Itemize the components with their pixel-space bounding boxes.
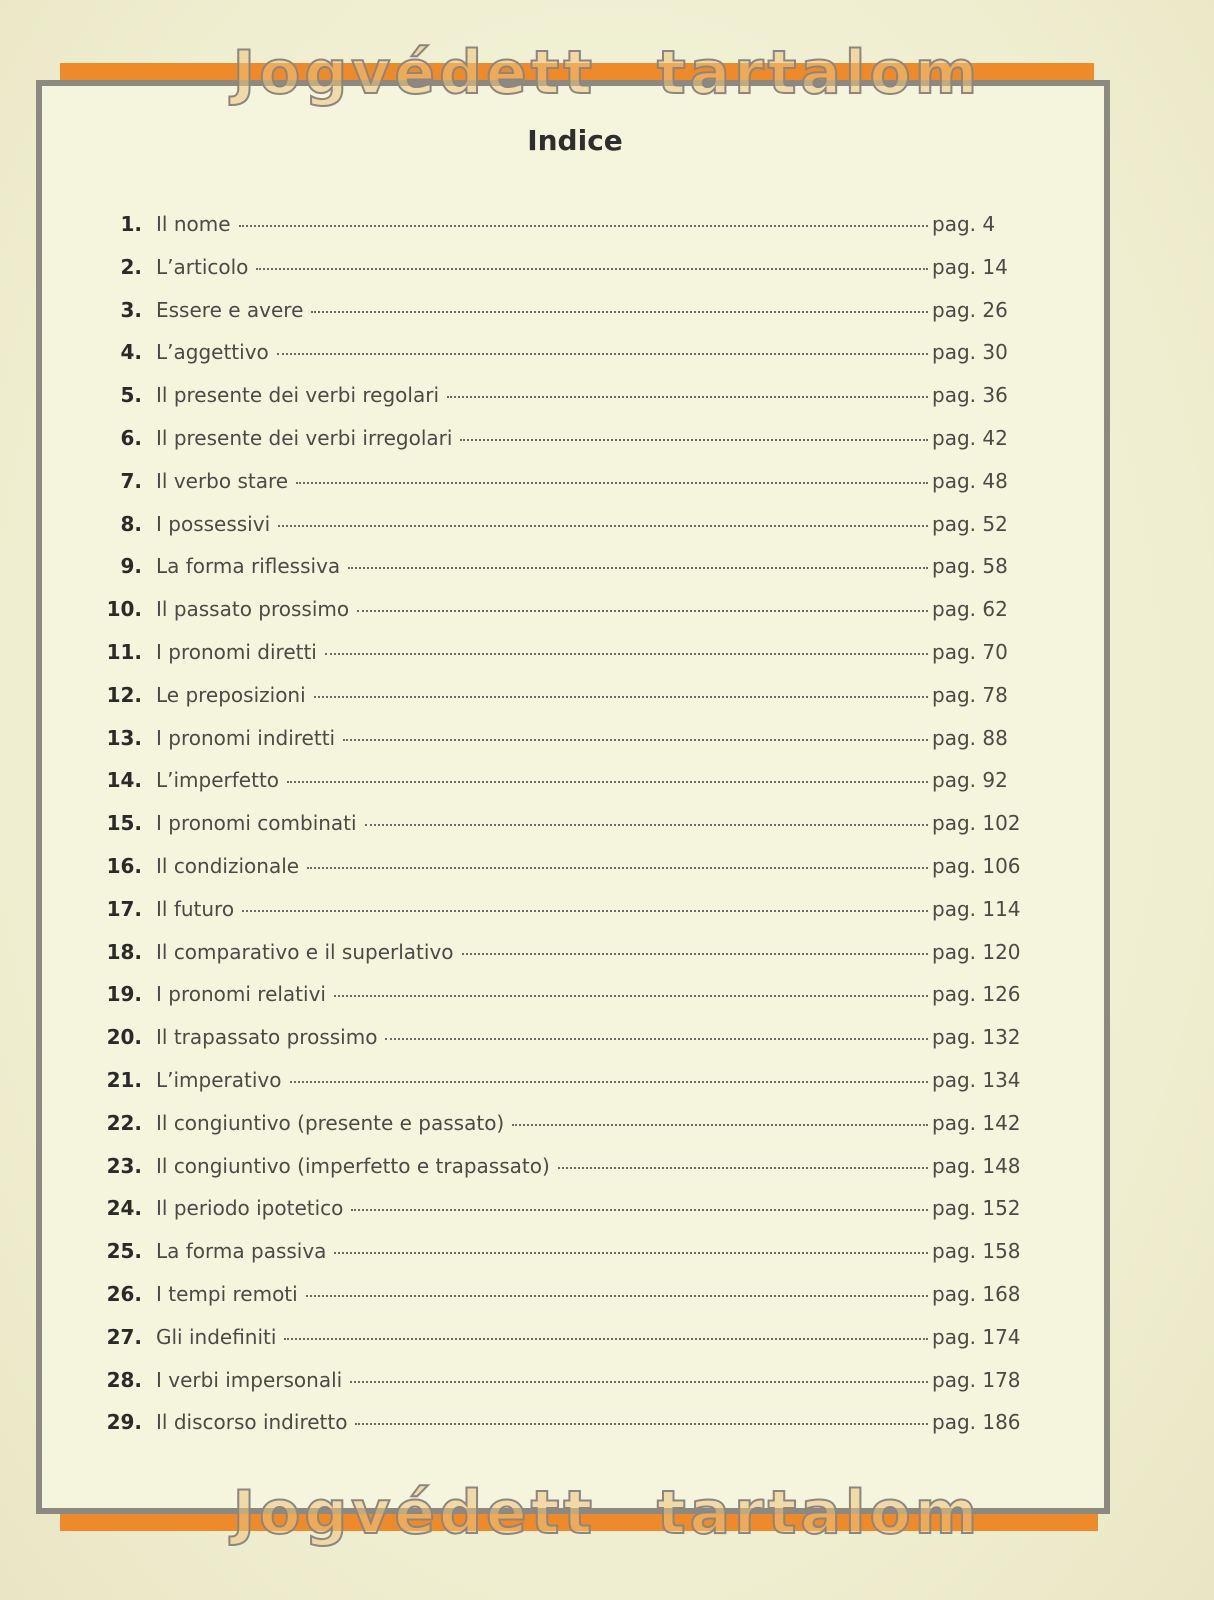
toc-entry [100,640,1020,683]
toc-entry-title: I pronomi relativi [156,982,326,1007]
toc-entry-number: 26. [106,1281,142,1306]
toc-entry-title: Il verbo stare [156,468,289,493]
toc-entry-number: 4. [120,340,142,365]
dot-leader [334,1252,928,1254]
toc-entry-page: pag. 134 [932,1067,1021,1092]
toc-entry [100,768,1020,811]
toc-entry [100,426,1020,469]
toc-entry [100,1410,1020,1453]
dot-leader [447,396,928,398]
watermark-top: Jogvédett tartalom [232,38,982,108]
toc-entry-title: L’aggettivo [156,340,269,365]
toc-entry-page: pag. 62 [932,597,1008,622]
toc-entry-title: Il congiuntivo (presente e passato) [156,1110,505,1135]
dot-leader [343,739,928,741]
toc-entry-title: Le preposizioni [156,682,306,707]
toc-entry-title: Il congiuntivo (imperfetto e trapassato) [156,1153,550,1178]
toc-entry [100,1154,1020,1197]
toc-entry-number: 9. [120,554,142,579]
toc-entry [100,1239,1020,1282]
toc-entry [100,298,1020,341]
toc-entry-number: 20. [106,1025,142,1050]
toc-entry-title: Il trapassato prossimo [156,1025,378,1050]
toc-entry-page: pag. 78 [932,682,1008,707]
toc-entry-number: 15. [106,811,142,836]
toc-entry [100,554,1020,597]
toc-entry-title: I pronomi diretti [156,639,317,664]
toc-entry [100,1111,1020,1154]
toc-entry-page: pag. 92 [932,768,1008,793]
toc-entry-page: pag. 4 [932,212,996,236]
toc-entry-title: Il presente dei verbi irregolari [156,425,453,450]
toc-entry-number: 7. [120,468,142,493]
toc-entry-number: 21. [106,1067,142,1092]
toc-entry-number: 24. [106,1196,142,1221]
dot-leader [462,953,928,955]
toc-entry-page: pag. 42 [932,425,1008,450]
toc-entry [100,1325,1020,1368]
dot-leader [314,696,928,698]
toc-entry-page: pag. 14 [932,254,1008,279]
dot-leader [357,610,928,612]
toc-entry [100,1282,1020,1325]
dot-leader [365,824,928,826]
toc-entry-page: pag. 132 [932,1025,1021,1050]
toc-entry-page: pag. 168 [932,1281,1021,1306]
toc-entry-number: 16. [106,853,142,878]
toc-entry [100,1068,1020,1111]
toc-entry-number: 19. [106,982,142,1007]
toc-entry-page: pag. 102 [932,811,1021,836]
toc-entry-page: pag. 152 [932,1196,1021,1221]
toc-entry-page: pag. 48 [932,468,1008,493]
toc-entry-page: pag. 26 [932,297,1008,322]
dot-leader [311,311,928,313]
toc-entry-page: pag. 186 [932,1410,1021,1435]
dot-leader [278,525,928,527]
watermark-bottom: Jogvédett tartalom [232,1478,982,1548]
toc-entry-number: 12. [106,682,142,707]
toc-entry-title: Il nome [156,212,231,236]
toc-entry [100,1368,1020,1411]
dot-leader [242,910,928,912]
toc-entry-number: 25. [106,1239,142,1264]
toc-entry [100,255,1020,298]
toc-entry-title: Il comparativo e il superlativo [156,939,454,964]
toc-entry-number: 22. [106,1110,142,1135]
toc-entry-page: pag. 114 [932,896,1021,921]
dot-leader [296,482,928,484]
toc-entry-number: 2. [120,254,142,279]
toc-entry [100,1025,1020,1068]
dot-leader [385,1038,928,1040]
toc-entry [100,512,1020,555]
dot-leader [334,995,928,997]
toc-entry-page: pag. 148 [932,1153,1021,1178]
toc-entry-number: 8. [120,511,142,536]
toc-entry-page: pag. 30 [932,340,1008,365]
toc-entry-number: 5. [120,383,142,408]
toc-entry-number: 28. [106,1367,142,1392]
toc-entry-number: 1. [120,212,142,236]
toc-entry-title: Gli indefiniti [156,1324,277,1349]
toc-entry-page: pag. 174 [932,1324,1021,1349]
toc-entry-page: pag. 106 [932,853,1021,878]
toc-entry-title: I verbi impersonali [156,1367,343,1392]
page-title: Indice [527,124,623,157]
dot-leader [512,1124,928,1126]
dot-leader [325,653,928,655]
toc-entry-page: pag. 126 [932,982,1021,1007]
toc-entry-title: La forma riflessiva [156,554,341,579]
toc-entry-number: 10. [106,597,142,622]
toc-entry-number: 14. [106,768,142,793]
toc-entry-number: 6. [120,425,142,450]
toc-entry-page: pag. 142 [932,1110,1021,1135]
dot-leader [350,1381,928,1383]
toc-entry-page: pag. 70 [932,639,1008,664]
toc-entry-page: pag. 120 [932,939,1021,964]
dot-leader [351,1209,928,1211]
toc-entry-title: Il futuro [156,896,235,921]
dot-leader [256,268,928,270]
dot-leader [239,225,928,227]
toc-entry-title: I pronomi indiretti [156,725,336,750]
toc-entry-number: 11. [106,639,142,664]
toc-entry [100,940,1020,983]
toc-entry-title: Il passato prossimo [156,597,350,622]
toc-entry-title: La forma passiva [156,1239,327,1264]
toc-entry-page: pag. 36 [932,383,1008,408]
toc-entry-number: 3. [120,297,142,322]
dot-leader [277,353,928,355]
toc-entry [100,811,1020,854]
table-of-contents [100,212,1020,1453]
toc-entry-page: pag. 58 [932,554,1008,579]
dot-leader [307,867,928,869]
toc-entry [100,683,1020,726]
toc-entry-title: Il periodo ipotetico [156,1196,344,1221]
toc-entry-title: Il condizionale [156,853,300,878]
dot-leader [284,1338,928,1340]
toc-entry-page: pag. 158 [932,1239,1021,1264]
toc-entry [100,469,1020,512]
dot-leader [306,1295,928,1297]
toc-entry-page: pag. 178 [932,1367,1021,1392]
toc-entry [100,854,1020,897]
toc-entry [100,982,1020,1025]
toc-entry-number: 27. [106,1324,142,1349]
toc-entry-number: 23. [106,1153,142,1178]
toc-entry-number: 18. [106,939,142,964]
toc-entry-title: I tempi remoti [156,1281,298,1306]
toc-entry-number: 13. [106,725,142,750]
dot-leader [355,1423,928,1425]
dot-leader [290,1081,929,1083]
toc-entry [100,340,1020,383]
toc-entry-number: 29. [106,1410,142,1435]
toc-entry [100,597,1020,640]
toc-entry-page: pag. 88 [932,725,1008,750]
toc-entry-title: Il discorso indiretto [156,1410,348,1435]
toc-entry [100,212,1020,255]
dot-leader [460,439,928,441]
toc-entry-title: I pronomi combinati [156,811,357,836]
toc-entry-number: 17. [106,896,142,921]
toc-entry-title: Essere e avere [156,297,304,322]
toc-entry-title: L’imperativo [156,1067,282,1092]
toc-entry [100,383,1020,426]
toc-entry [100,1196,1020,1239]
dot-leader [287,781,928,783]
toc-entry [100,726,1020,769]
toc-entry-title: L’imperfetto [156,768,280,793]
toc-entry [100,897,1020,940]
dot-leader [348,567,928,569]
dot-leader [558,1167,928,1169]
toc-entry-title: Il presente dei verbi regolari [156,383,439,408]
toc-entry-title: L’articolo [156,254,249,279]
toc-entry-page: pag. 52 [932,511,1008,536]
toc-entry-title: I possessivi [156,511,271,536]
